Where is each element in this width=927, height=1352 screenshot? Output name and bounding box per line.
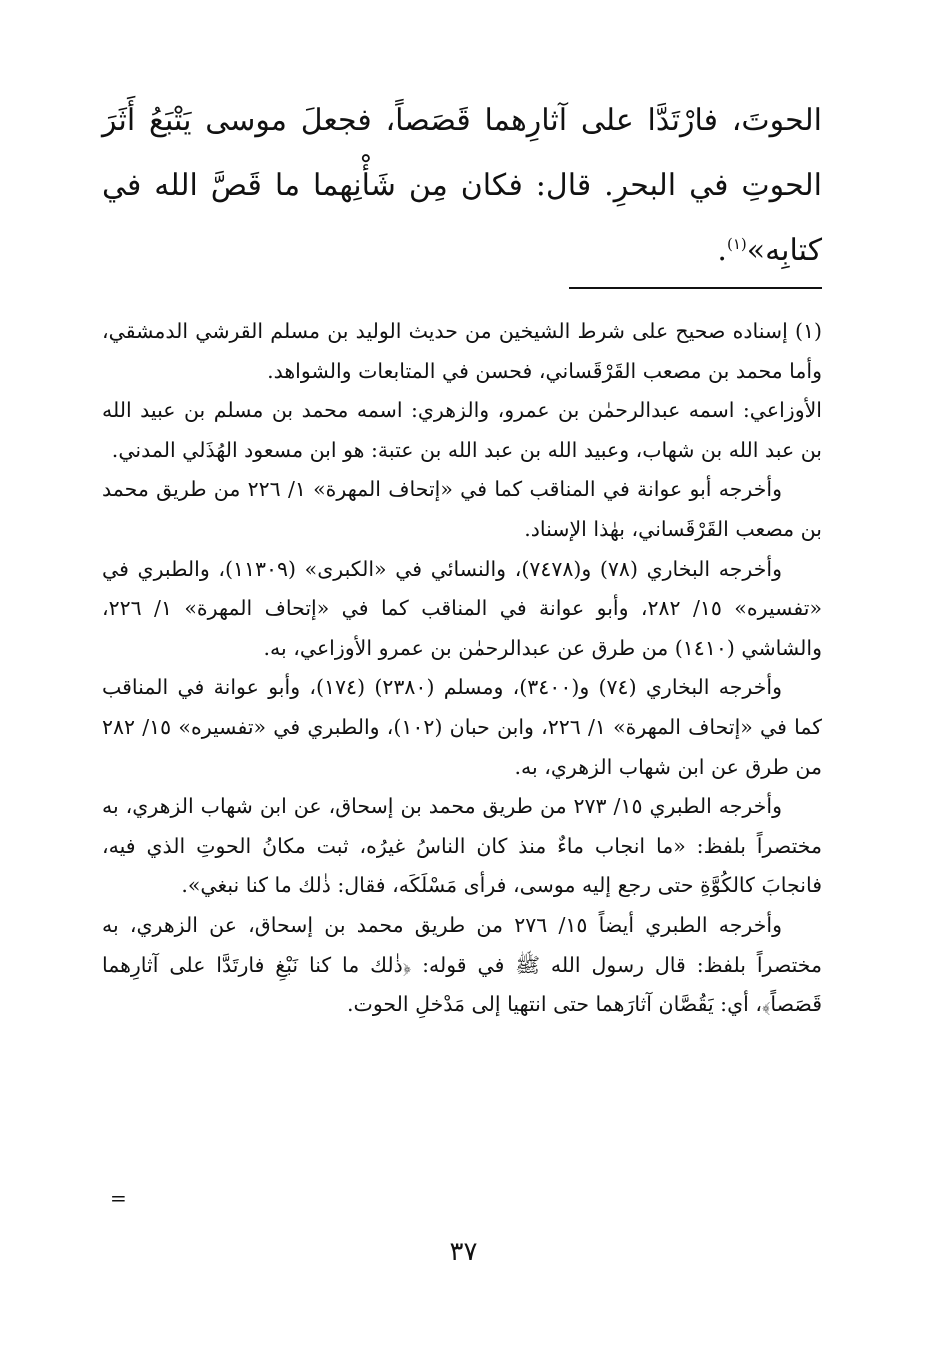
footnote-paragraph: وأخرجه البخاري (٧٨) و(٧٤٧٨)، والنسائي في «الكبرى» (١١٣٠٩)، والطبري في «تفسيره» ١٥/ ٢٨٢، وأبو عوانة في المناقب كما في «إتحاف المهرة» ١/ ٢٢٦، والشاشي (١٤١٠) من طرق عن عبدالرحمٰن بن عمرو الأوزاعي، به. xyxy=(102,556,822,660)
footnote-paragraph: وأخرجه البخاري (٧٤) و(٣٤٠٠)، ومسلم (٢٣٨٠) (١٧٤)، وأبو عوانة في المناقب كما في «إتحاف المهرة» ١/ ٢٢٦، وابن حبان (١٠٢)، والطبري في «تفسيره» ١٥/ ٢٨٢ من طرق عن ابن شهاب الزهري، به. xyxy=(102,675,823,779)
main-text xyxy=(102,88,822,283)
footnote-paragraph: الأوزاعي: اسمه عبدالرحمٰن بن عمرو، والزهري: اسمه محمد بن مسلم بن عبيد الله بن عبد الله بن شهاب، وعبيد الله بن عبد الله بن عتبة: هو ابن مسعود الهُذَلي المدني. xyxy=(102,398,822,462)
footnotes xyxy=(102,312,822,1025)
footnote-paragraph: وأخرجه الطبري أيضاً ١٥/ ٢٧٦ من طريق محمد بن إسحاق، عن الزهري، به مختصراً بلفظ: قال رسول الله ﷺ في قوله: ﴿ذٰلك ما كنا نَبْغِ فارتَدَّا على آثارِهما قَصَصاً﴾، أي: يَقُصَّان آثارَهما حتى انتهيا إلى مَدْخلِ الحوت. xyxy=(102,912,822,1017)
footnote-separator xyxy=(569,287,822,289)
page-number: ٣٧ xyxy=(449,1237,478,1267)
main-text-body: الحوتَ، فارْتَدَّا على آثارِهما قَصَصاً، فجعلَ موسى يَتْبَعُ أَثَرَ الحوتِ في البحرِ. قال: فكان مِن شَأْنِهما ما قَصَّ الله في كتابِه» xyxy=(102,103,822,268)
continuation-mark: = xyxy=(110,1186,127,1210)
main-text-end: . xyxy=(717,233,727,268)
footnote-paragraph: (١) إسناده صحيح على شرط الشيخين من حديث الوليد بن مسلم القرشي الدمشقي، وأما محمد بن مصعب القَرْقَساني، فحسن في المتابعات والشواهد. xyxy=(102,319,822,383)
footnote-paragraph: وأخرجه الطبري ١٥/ ٢٧٣ من طريق محمد بن إسحاق، عن ابن شهاب الزهري، به مختصراً بلفظ: «ما انجاب ماءٌ منذ كان الناسُ غيرُه، ثبت مكانُ الحوتِ الذي فيه، فانجابَ كالكُوَّةِ حتى رجع إليه موسى، فرأى مَسْلَكَه، فقال: ذٰلك ما كنا نبغي». xyxy=(102,794,822,898)
footnote-paragraph: وأخرجه أبو عوانة في المناقب كما في «إتحاف المهرة» ١/ ٢٢٦ من طريق محمد بن مصعب القَرْقَساني، بهٰذا الإسناد. xyxy=(102,477,822,541)
footnote-reference[interactable]: (١) xyxy=(726,235,747,253)
